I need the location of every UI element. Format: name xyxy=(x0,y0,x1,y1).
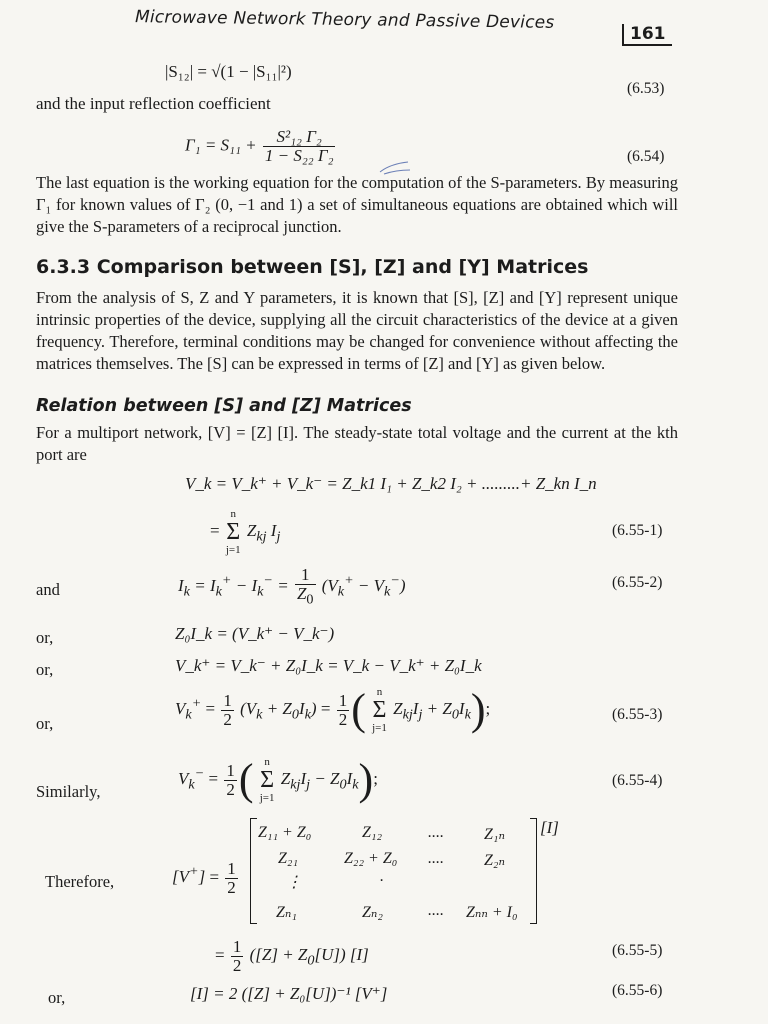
matrix-cell-1-2: Z₁₂ xyxy=(362,824,383,841)
equation-number-6-55-5: (6.55-5) xyxy=(612,942,663,959)
equation-number-6-54: (6.54) xyxy=(627,148,665,165)
equation-6-55-4: $V_k^-$ = $\frac{1}{2}$ ( n Σ j=1 $Z_{kj}I_j - Z_0I_k$); xyxy=(178,755,378,804)
sigma-icon: n Σ j=1 xyxy=(225,508,241,556)
matrix-cell-4-3: .... xyxy=(428,902,444,919)
equation-6-54-fraction xyxy=(263,128,336,165)
equation-number-6-55-4: (6.55-4) xyxy=(612,772,663,789)
label-or-4: or, xyxy=(48,988,66,1007)
paragraph-working-equation: The last equation is the working equation for the computation of the S-parameters. By measuring Γ₁ for known values of Γ₂ (0, −1 and 1) a set of simultaneous equations are obtained which will give the S-parameters of a reciprocal junction. xyxy=(36,173,678,236)
page-number: 161 xyxy=(622,24,672,46)
matrix-cell-2-2: Z₂₂ + Z₀ xyxy=(344,850,398,867)
equation-z0-ik: Z₀I_k = (V_k⁺ − V_k⁻) xyxy=(175,624,335,643)
equation-number-6-55-1: (6.55-1) xyxy=(612,522,663,539)
equation-6-55-6: [I] = 2 ([Z] + Z₀[U])⁻¹ [V⁺] xyxy=(190,984,388,1003)
input-reflection-text: and the input reflection coefficient xyxy=(36,94,271,113)
equation-number-6-53: (6.53) xyxy=(627,80,665,97)
matrix-rhs: [I] xyxy=(540,818,559,837)
matrix-cell-3-1: ⋮ xyxy=(286,874,302,891)
matrix-right-bracket xyxy=(530,818,537,924)
matrix-cell-4-4: Zₙₙ + I₀ xyxy=(466,904,518,921)
matrix-cell-1-1: Z₁₁ + Z₀ xyxy=(258,824,312,841)
label-and: and xyxy=(36,580,60,599)
label-or-3: or, xyxy=(36,714,54,733)
equation-6-54-numerator: S²₁₂ Γ₂ xyxy=(263,128,336,147)
paragraph-multiport: For a multiport network, [V] = [Z] [I]. The steady-state total voltage and the current at the kth port are xyxy=(36,423,678,464)
label-or-1: or, xyxy=(36,628,54,647)
matrix-cell-2-4: Z₂ₙ xyxy=(484,852,505,869)
equation-6-53: |S₁₂| = √(1 − |S₁₁|²) xyxy=(165,62,292,81)
equation-6-54-denominator: 1 − S₂₂ Γ₂ xyxy=(264,146,334,165)
equation-number-6-55-6: (6.55-6) xyxy=(612,982,663,999)
matrix-lhs: [V+] = $\frac{1}{2}$ xyxy=(172,859,236,897)
equation-6-55-3: $V_k^+$ = $\frac{1}{2}$ $(V_k + Z_0I_k)$ = $\frac{1}{2}$ ( n Σ j=1 $Z_{kj}I_j + Z_0I_k$); xyxy=(175,685,491,734)
label-similarly: Similarly, xyxy=(36,782,101,801)
equation-6-55-1: = n Σ j=1 $Z_{kj}$ $I_j$ xyxy=(210,508,281,556)
matrix-cell-2-1: Z₂₁ xyxy=(278,850,299,867)
equation-6-54 xyxy=(185,128,337,165)
equation-vk-expansion: V_k = V_k⁺ + V_k⁻ = Z_k1 I₁ + Z_k2 I₂ + .........+ Z_kn I_n xyxy=(185,474,597,493)
equation-number-6-55-2: (6.55-2) xyxy=(612,574,663,591)
equation-vk-plus-sub: V_k⁺ = V_k⁻ + Z₀I_k = V_k − V_k⁺ + Z₀I_k xyxy=(175,656,482,675)
matrix-cell-1-3: .... xyxy=(428,824,444,841)
label-or-2: or, xyxy=(36,660,54,679)
equation-6-54-lhs: Γ₁ = S₁₁ + xyxy=(185,135,257,155)
label-therefore: Therefore, xyxy=(45,872,115,891)
equation-6-55-2: $I_k = I_k^+ - I_k^-$ = $\frac{1}{Z_0}$ $(V_k^+ - V_k^-)$ xyxy=(178,565,406,608)
equation-6-55-5: = $\frac{1}{2}$ $([Z] + Z_0[U])$ [I] xyxy=(215,937,369,975)
equation-number-6-55-3: (6.55-3) xyxy=(612,706,663,723)
matrix-cell-4-1: Zₙ₁ xyxy=(276,904,297,921)
matrix-cell-2-3: .... xyxy=(428,850,444,867)
subheading-s-z: Relation between [S] and [Z] Matrices xyxy=(36,396,412,416)
matrix-left-bracket xyxy=(250,818,257,924)
matrix-cell-4-2: Zₙ₂ xyxy=(362,904,383,921)
section-heading: 6.3.3 Comparison between [S], [Z] and [Y] Matrices xyxy=(36,256,589,278)
paragraph-comparison: From the analysis of S, Z and Y parameters, it is known that [S], [Z] and [Y] represent unique intrinsic properties of the device, supplying all the circuit characteristics of the device at a given frequency. Therefore, terminal conditions may be changed for convenience without affecting the matrices themselves. The [S] can be expressed in terms of [Z] and [Y] as given below. xyxy=(36,288,678,373)
matrix-cell-3-2: . xyxy=(380,868,384,885)
matrix-cell-1-4: Z₁ₙ xyxy=(484,826,505,843)
running-head: Microwave Network Theory and Passive Devices xyxy=(134,7,555,33)
